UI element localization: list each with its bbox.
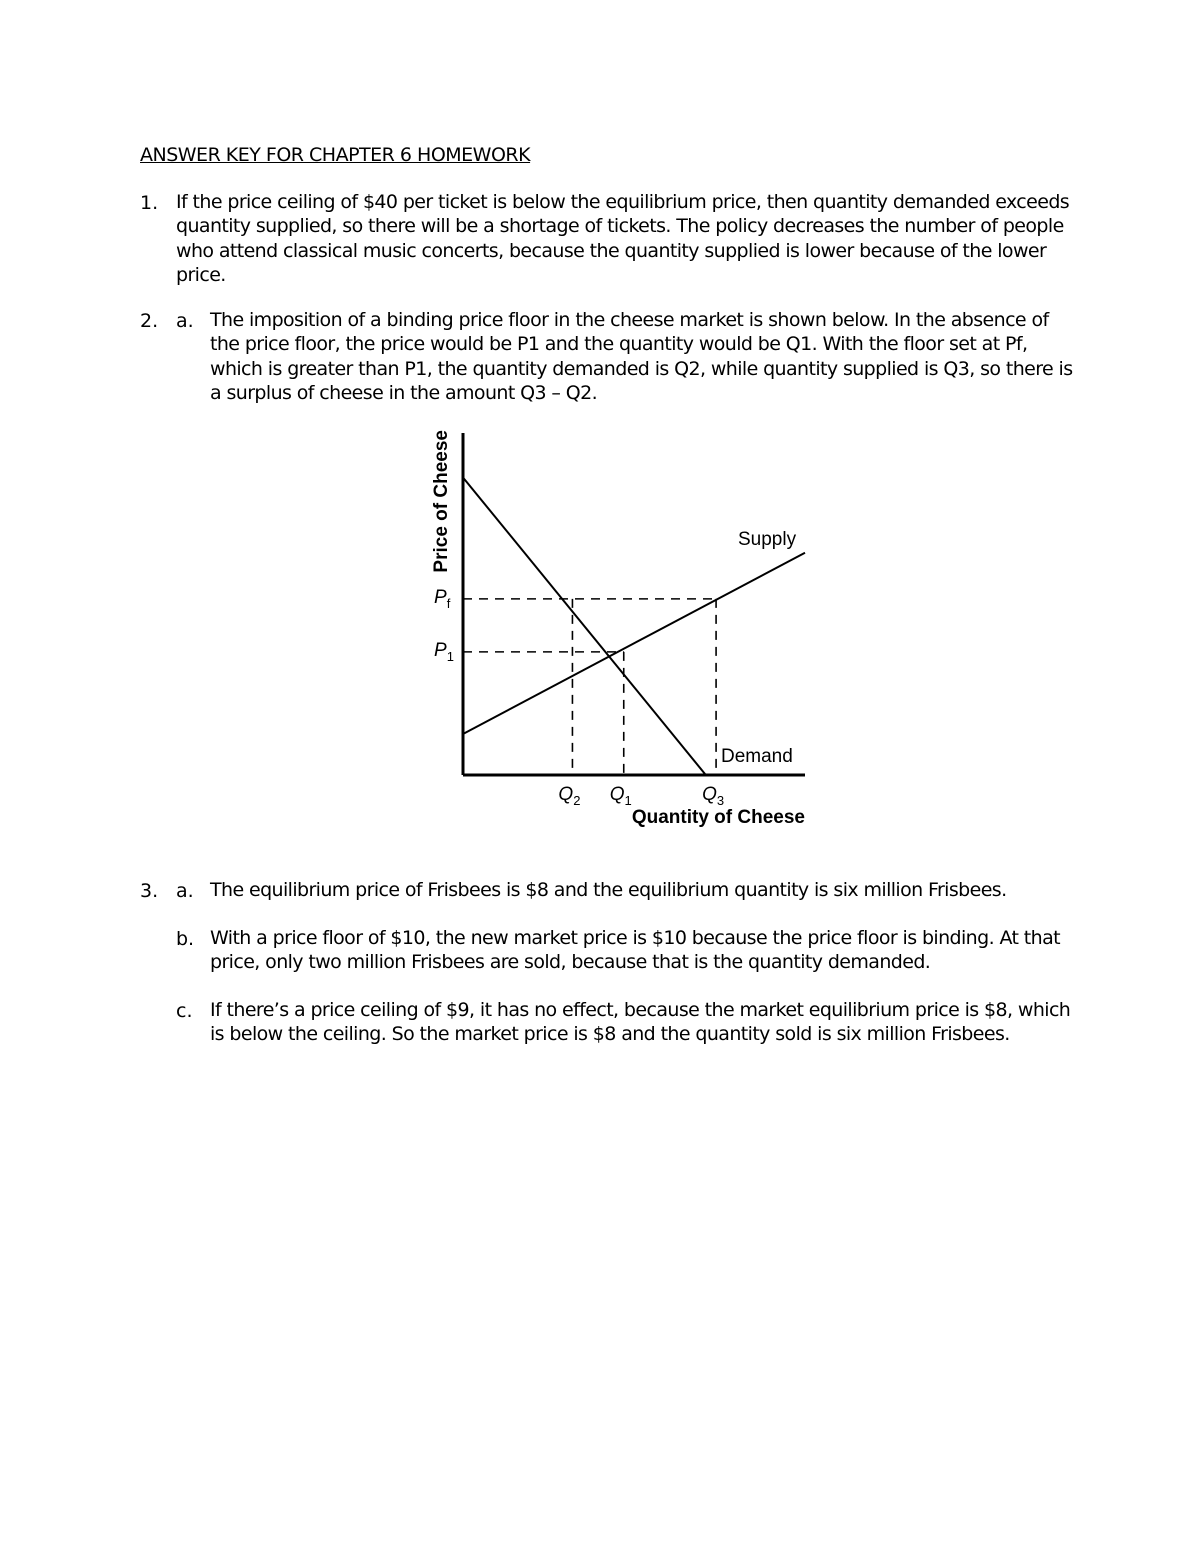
question-3-number: 3. xyxy=(140,880,159,902)
x-tick-label-3: $Q_3$ xyxy=(702,784,725,808)
document-title: ANSWER KEY FOR CHAPTER 6 HOMEWORK xyxy=(140,144,531,166)
y-axis-title: Price of Cheese xyxy=(431,430,452,573)
question-3a-text: The equilibrium price of Frisbees is $8 and the equilibrium quantity is six million Frisbees. xyxy=(210,879,1007,901)
question-3c-text: If there’s a price ceiling of $9, it has no effect, because the market equilibrium price is $8, which is below the ceiling. So the market price is $8 and the quantity sold is six million Frisbees. xyxy=(210,999,1071,1046)
supply-label: Supply xyxy=(738,529,797,550)
demand-curve xyxy=(463,477,706,775)
supply-curve xyxy=(463,553,805,734)
question-3b-label: b. xyxy=(176,928,195,950)
question-2-number: 2. xyxy=(140,310,159,332)
question-3b-text: With a price floor of $10, the new market price is $10 because the price floor is binding. At that price, only two million Frisbees are sold, because that is the quantity demanded. xyxy=(210,927,1060,974)
demand-label: Demand xyxy=(721,746,793,767)
y-tick-label-2: $P_1$ xyxy=(434,639,454,664)
y-tick-label-1: $P_f$ xyxy=(434,586,451,611)
x-tick-label-1: $Q_2$ xyxy=(558,784,581,808)
x-axis-title: Quantity of Cheese xyxy=(631,807,805,828)
cheese-market-chart xyxy=(420,425,820,835)
question-1-text: If the price ceiling of $40 per ticket is below the equilibrium price, then quantity demanded exceeds quantity supplied, so there will be a shortage of tickets. The policy decreases the number of people who attend classical music concerts, because the quantity supplied is lower because of the lower price. xyxy=(176,191,1070,286)
question-2a-text: The imposition of a binding price floor in the cheese market is shown below. In the absence of the price floor, the price would be P1 and the quantity would be Q1. With the floor set at Pf, which is greater than P1, the quantity demanded is Q2, while quantity supplied is Q3, so there is a surplus of cheese in the amount Q3 – Q2. xyxy=(210,309,1073,404)
question-3c-label: c. xyxy=(176,1000,193,1022)
question-3a-label: a. xyxy=(176,880,194,902)
question-2a-label: a. xyxy=(176,310,194,332)
question-1-number: 1. xyxy=(140,192,159,214)
x-tick-label-2: $Q_1$ xyxy=(609,784,632,808)
